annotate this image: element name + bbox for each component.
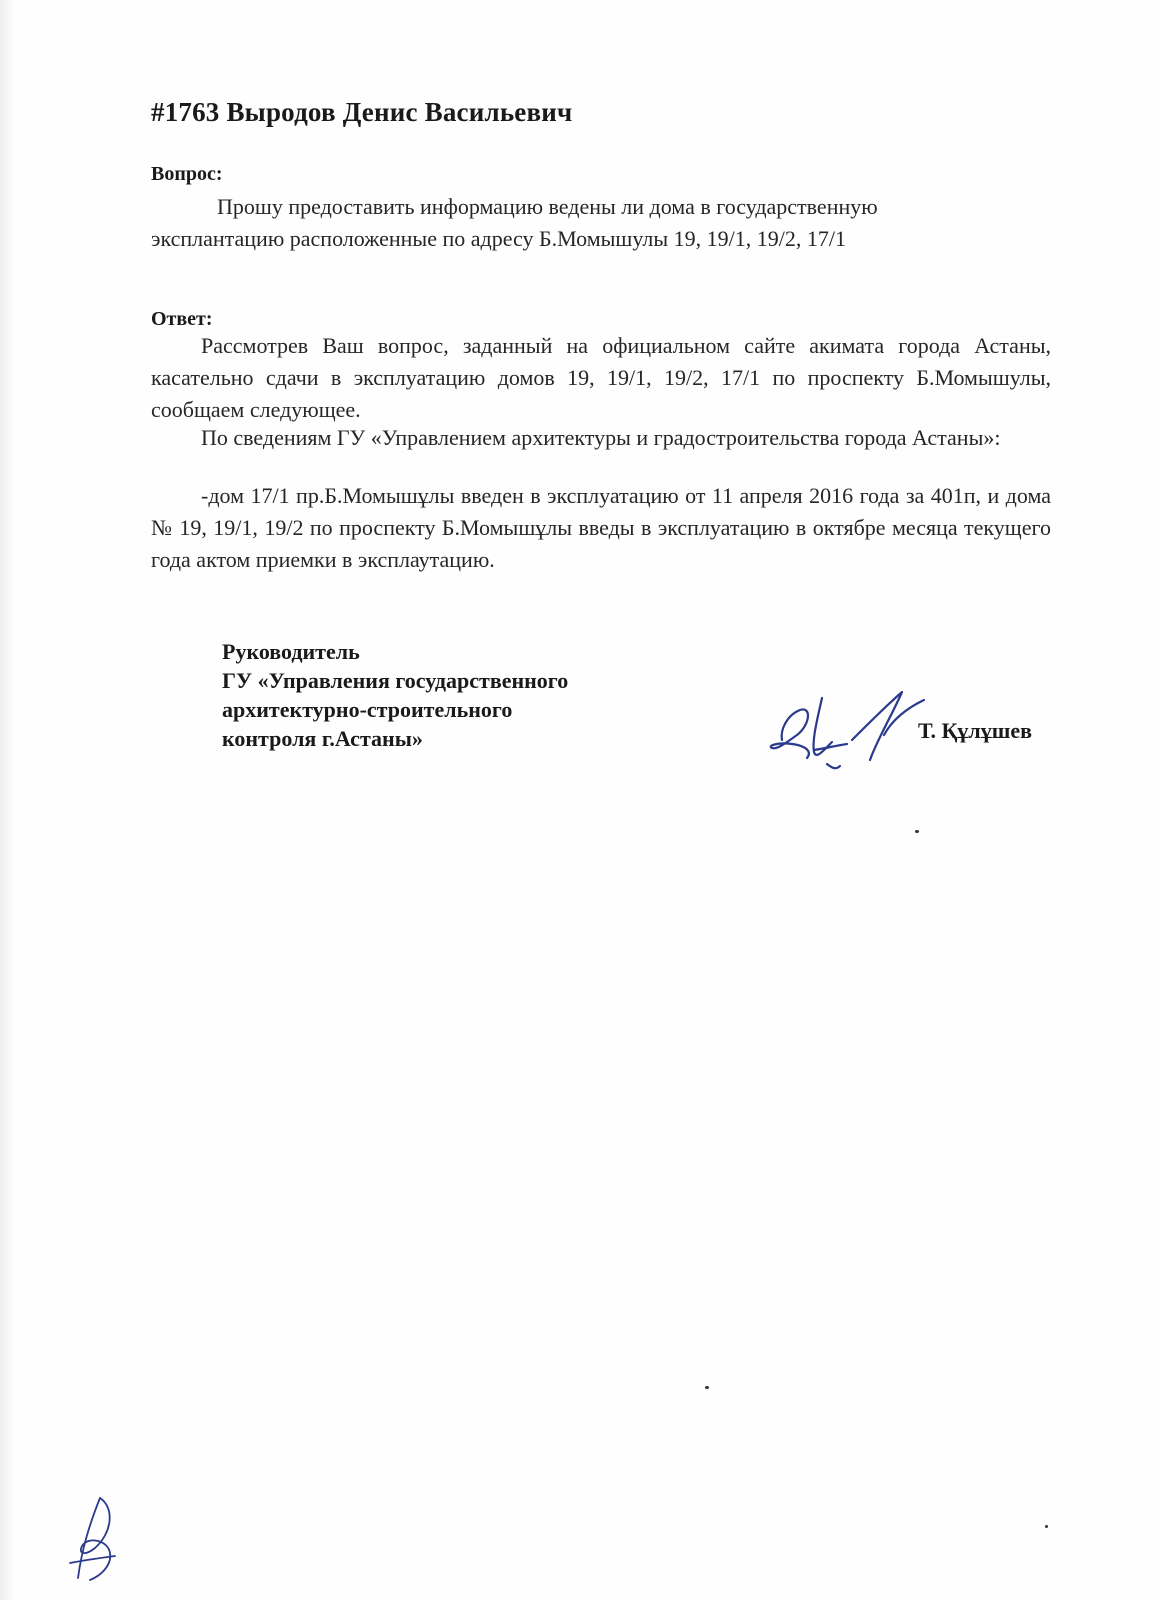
- document-title: #1763 Выродов Денис Васильевич: [151, 97, 573, 127]
- signer-name: Т. Құлұшев: [918, 718, 1032, 743]
- signatory-line-4: контроля г.Астаны»: [222, 726, 423, 751]
- answer-paragraph-2: По сведениям ГУ «Управлением архитектуры и градостроительства города Астаны»:: [201, 425, 1001, 450]
- answer-label: Ответ:: [151, 308, 213, 330]
- scan-speck: [1045, 1525, 1048, 1528]
- handwritten-signature: [752, 680, 942, 790]
- signatory-title-block: [222, 637, 568, 753]
- scan-speck: [705, 1386, 709, 1389]
- scan-shadow-edge: [0, 0, 14, 1600]
- signatory-line-1: Руководитель: [222, 639, 360, 664]
- scan-speck: [915, 830, 919, 833]
- question-text: Прошу предоставить информацию ведены ли дома в государственную эксплантацию расположенные по адресу Б.Момышулы 19, 19/1, 19/2, 17/1: [151, 194, 878, 251]
- signatory-line-3: архитектурно-строительного: [222, 697, 513, 722]
- answer-paragraph-3: -дом 17/1 пр.Б.Момышұлы введен в эксплуатацию от 11 апреля 2016 года за 401п, и дома № 19, 19/1, 19/2 по проспекту Б.Момышұлы введы в эксплуатацию в октябре месяца текущего года актом приемки в эксплаутацию.: [151, 483, 1051, 572]
- margin-initials-mark: [60, 1488, 140, 1588]
- answer-paragraph-1: Рассмотрев Ваш вопрос, заданный на официальном сайте акимата города Астаны, касательно сдачи в эксплуатацию домов 19, 19/1, 19/2, 17/1 по проспекту Б.Момышулы, сообщаем следующее.: [151, 333, 1051, 422]
- question-label: Вопрос:: [151, 163, 223, 185]
- signatory-line-2: ГУ «Управления государственного: [222, 668, 569, 693]
